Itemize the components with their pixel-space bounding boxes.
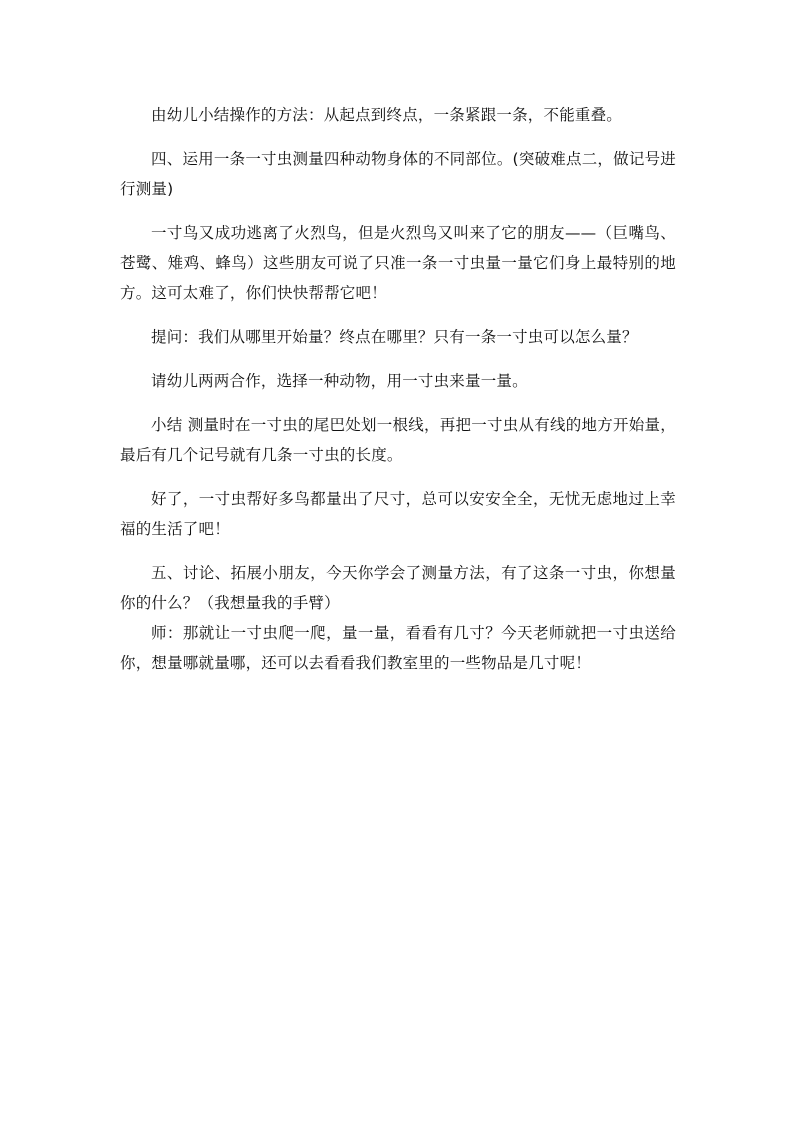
paragraph-section-four-heading: 四、运用一条一寸虫测量四种动物身体的不同部位。(突破难点二，做记号进行测量) bbox=[120, 150, 676, 198]
paragraph-question: 提问：我们从哪里开始量？终点在哪里？只有一条一寸虫可以怎么量？ bbox=[151, 328, 638, 346]
paragraph-story: 一寸鸟又成功逃离了火烈鸟，但是火烈鸟又叫来了它的朋友——（巨嘴鸟、苍鹭、雉鸡、蜂鸟）这些朋友可说了只准一条一寸虫量一量它们身上最特别的地方。这可太难了，你们快快帮帮它吧！ bbox=[120, 224, 676, 302]
paragraph-pair-activity: 请幼儿两两合作，选择一种动物，用一寸虫来量一量。 bbox=[151, 372, 528, 390]
paragraph-teacher-closing: 师：那就让一寸虫爬一爬，量一量，看看有几寸？今天老师就把一寸虫送给你，想量哪就量哪，还可以去看看我们教室里的一些物品是几寸呢！ bbox=[120, 624, 676, 672]
paragraph-measure-summary: 小结 测量时在一寸虫的尾巴处划一根线，再把一寸虫从有线的地方开始量，最后有几个记号就有几条一寸虫的长度。 bbox=[120, 416, 676, 464]
paragraph-section-five-heading: 五、讨论、拓展小朋友，今天你学会了测量方法，有了这条一寸虫，你想量你的什么？（我想量我的手臂） bbox=[120, 564, 676, 612]
paragraph-happy-ending: 好了，一寸虫帮好多鸟都量出了尺寸，总可以安安全全，无忧无虑地过上幸福的生活了吧！ bbox=[120, 490, 676, 538]
paragraph-summary-method: 由幼儿小结操作的方法：从起点到终点，一条紧跟一条，不能重叠。 bbox=[151, 106, 623, 124]
document-page bbox=[120, 100, 676, 692]
